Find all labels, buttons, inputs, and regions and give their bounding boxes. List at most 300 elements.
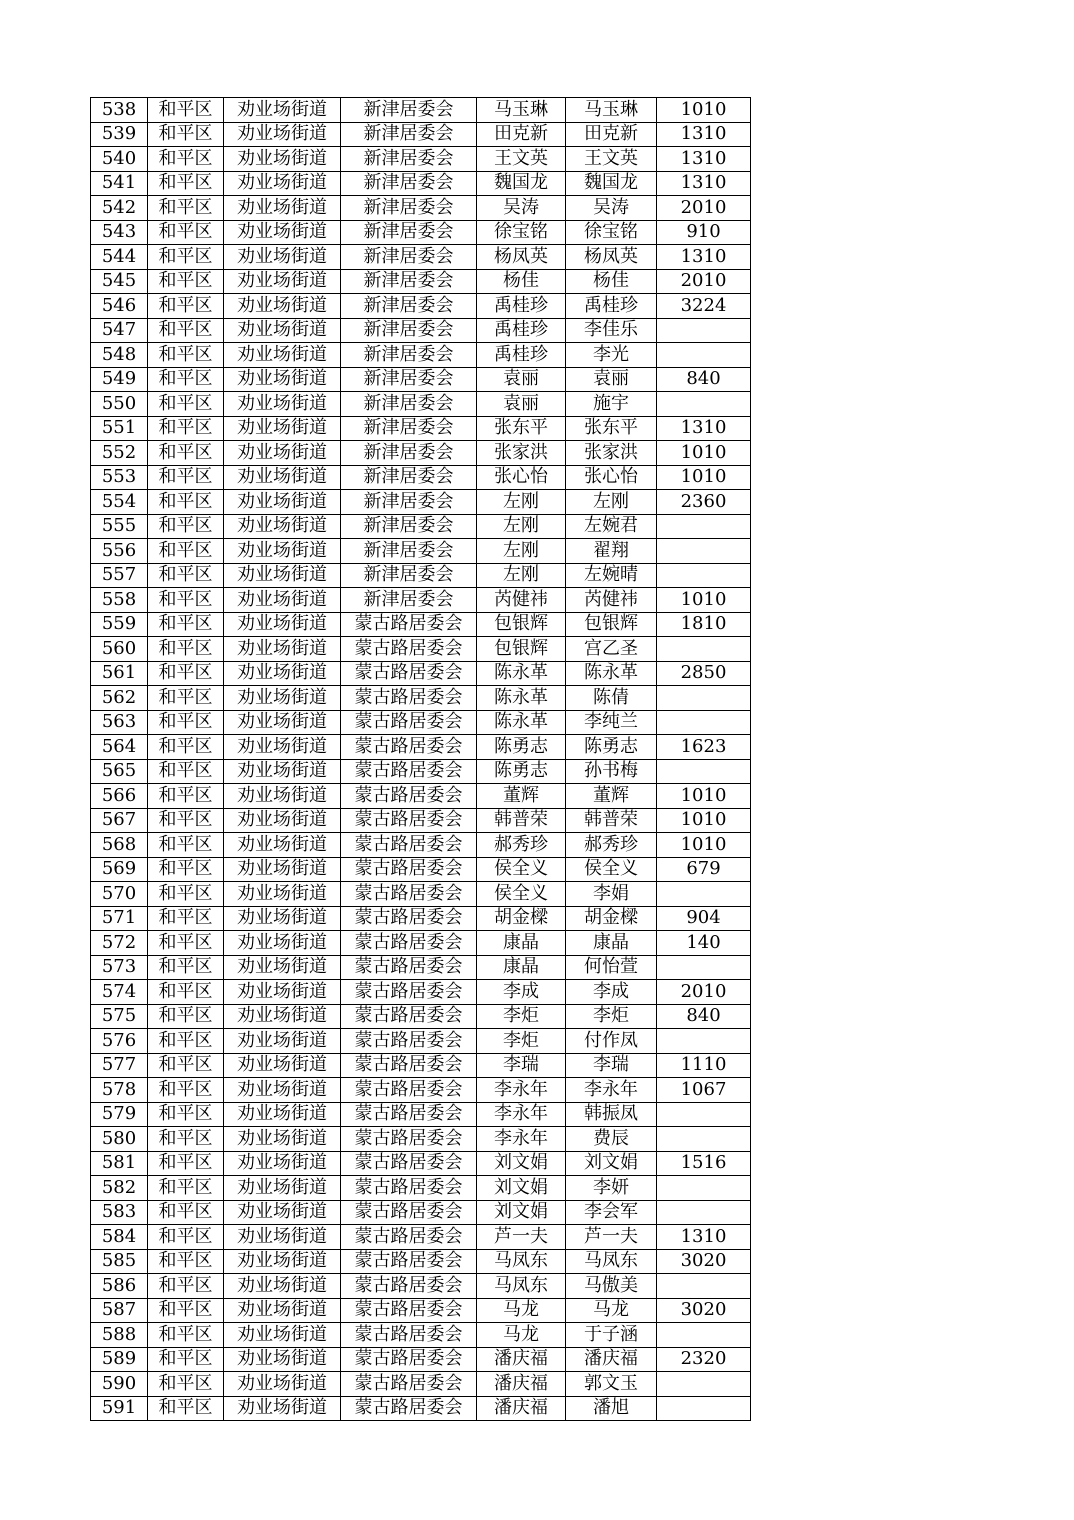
- cell-member: 施宇: [566, 392, 657, 417]
- cell-district: 和平区: [148, 1298, 224, 1323]
- cell-no: 566: [91, 784, 148, 809]
- cell-amount: 1010: [657, 833, 751, 858]
- cell-committee: 蒙古路居委会: [341, 1176, 477, 1201]
- table-row: [91, 465, 751, 490]
- table-row: [91, 1298, 751, 1323]
- cell-committee: 蒙古路居委会: [341, 710, 477, 735]
- cell-district: 和平区: [148, 465, 224, 490]
- cell-no: 575: [91, 1004, 148, 1029]
- cell-no: 544: [91, 245, 148, 270]
- cell-no: 554: [91, 490, 148, 515]
- cell-committee: 新津居委会: [341, 269, 477, 294]
- cell-district: 和平区: [148, 196, 224, 221]
- cell-street: 劝业场街道: [224, 220, 341, 245]
- cell-member: 徐宝铭: [566, 220, 657, 245]
- cell-amount: [657, 539, 751, 564]
- cell-street: 劝业场街道: [224, 612, 341, 637]
- cell-member: 李成: [566, 980, 657, 1005]
- cell-member: 潘旭: [566, 1396, 657, 1421]
- cell-committee: 新津居委会: [341, 563, 477, 588]
- cell-district: 和平区: [148, 906, 224, 931]
- cell-amount: [657, 563, 751, 588]
- cell-member: 马傲美: [566, 1274, 657, 1299]
- cell-no: 565: [91, 759, 148, 784]
- table-row: [91, 637, 751, 662]
- cell-no: 549: [91, 367, 148, 392]
- cell-street: 劝业场街道: [224, 245, 341, 270]
- cell-district: 和平区: [148, 171, 224, 196]
- cell-no: 563: [91, 710, 148, 735]
- cell-street: 劝业场街道: [224, 416, 341, 441]
- cell-committee: 蒙古路居委会: [341, 637, 477, 662]
- cell-amount: 2850: [657, 661, 751, 686]
- cell-no: 553: [91, 465, 148, 490]
- cell-householder: 杨凤英: [477, 245, 566, 270]
- cell-amount: [657, 392, 751, 417]
- cell-member: 李炬: [566, 1004, 657, 1029]
- cell-member: 李会军: [566, 1200, 657, 1225]
- cell-no: 577: [91, 1053, 148, 1078]
- cell-district: 和平区: [148, 294, 224, 319]
- cell-district: 和平区: [148, 1200, 224, 1225]
- cell-amount: 1810: [657, 612, 751, 637]
- cell-householder: 禹桂珍: [477, 318, 566, 343]
- cell-committee: 蒙古路居委会: [341, 1053, 477, 1078]
- cell-street: 劝业场街道: [224, 710, 341, 735]
- table-row: [91, 294, 751, 319]
- cell-district: 和平区: [148, 833, 224, 858]
- table-body: [91, 98, 751, 1421]
- cell-street: 劝业场街道: [224, 882, 341, 907]
- cell-street: 劝业场街道: [224, 1102, 341, 1127]
- cell-no: 590: [91, 1372, 148, 1397]
- table-row: [91, 1225, 751, 1250]
- cell-member: 康晶: [566, 931, 657, 956]
- cell-no: 545: [91, 269, 148, 294]
- cell-committee: 新津居委会: [341, 147, 477, 172]
- cell-street: 劝业场街道: [224, 122, 341, 147]
- table-row: [91, 441, 751, 466]
- cell-committee: 蒙古路居委会: [341, 735, 477, 760]
- cell-street: 劝业场街道: [224, 294, 341, 319]
- cell-householder: 潘庆福: [477, 1372, 566, 1397]
- cell-amount: 2010: [657, 196, 751, 221]
- table-row: [91, 1372, 751, 1397]
- cell-district: 和平区: [148, 1323, 224, 1348]
- cell-householder: 陈永革: [477, 686, 566, 711]
- cell-member: 张东平: [566, 416, 657, 441]
- cell-amount: [657, 514, 751, 539]
- cell-householder: 杨佳: [477, 269, 566, 294]
- cell-street: 劝业场街道: [224, 1347, 341, 1372]
- cell-district: 和平区: [148, 245, 224, 270]
- cell-amount: 1310: [657, 1225, 751, 1250]
- cell-street: 劝业场街道: [224, 1298, 341, 1323]
- cell-no: 560: [91, 637, 148, 662]
- table-row: [91, 416, 751, 441]
- cell-member: 左婉晴: [566, 563, 657, 588]
- table-row: [91, 759, 751, 784]
- cell-no: 552: [91, 441, 148, 466]
- cell-district: 和平区: [148, 931, 224, 956]
- cell-no: 583: [91, 1200, 148, 1225]
- cell-amount: 840: [657, 1004, 751, 1029]
- cell-district: 和平区: [148, 490, 224, 515]
- cell-street: 劝业场街道: [224, 1053, 341, 1078]
- cell-member: 刘文娟: [566, 1151, 657, 1176]
- cell-no: 557: [91, 563, 148, 588]
- cell-no: 561: [91, 661, 148, 686]
- cell-district: 和平区: [148, 1347, 224, 1372]
- cell-street: 劝业场街道: [224, 490, 341, 515]
- cell-member: 胡金樑: [566, 906, 657, 931]
- table-row: [91, 1396, 751, 1421]
- cell-amount: [657, 1029, 751, 1054]
- cell-member: 禹桂珍: [566, 294, 657, 319]
- cell-member: 孙书梅: [566, 759, 657, 784]
- cell-district: 和平区: [148, 735, 224, 760]
- cell-amount: 1067: [657, 1078, 751, 1103]
- cell-no: 550: [91, 392, 148, 417]
- cell-no: 588: [91, 1323, 148, 1348]
- cell-amount: [657, 1102, 751, 1127]
- cell-street: 劝业场街道: [224, 833, 341, 858]
- cell-amount: [657, 343, 751, 368]
- cell-member: 陈倩: [566, 686, 657, 711]
- cell-no: 580: [91, 1127, 148, 1152]
- cell-committee: 新津居委会: [341, 98, 477, 123]
- cell-householder: 刘文娟: [477, 1151, 566, 1176]
- cell-amount: 1110: [657, 1053, 751, 1078]
- cell-committee: 蒙古路居委会: [341, 759, 477, 784]
- cell-member: 翟翔: [566, 539, 657, 564]
- cell-no: 546: [91, 294, 148, 319]
- cell-member: 张家洪: [566, 441, 657, 466]
- cell-no: 586: [91, 1274, 148, 1299]
- cell-amount: [657, 686, 751, 711]
- cell-committee: 蒙古路居委会: [341, 857, 477, 882]
- cell-no: 542: [91, 196, 148, 221]
- cell-district: 和平区: [148, 759, 224, 784]
- cell-district: 和平区: [148, 588, 224, 613]
- cell-district: 和平区: [148, 980, 224, 1005]
- cell-committee: 新津居委会: [341, 539, 477, 564]
- cell-householder: 康晶: [477, 931, 566, 956]
- cell-district: 和平区: [148, 1176, 224, 1201]
- table-row: [91, 392, 751, 417]
- cell-committee: 蒙古路居委会: [341, 1298, 477, 1323]
- cell-district: 和平区: [148, 1249, 224, 1274]
- cell-householder: 潘庆福: [477, 1347, 566, 1372]
- cell-street: 劝业场街道: [224, 269, 341, 294]
- cell-amount: 1010: [657, 98, 751, 123]
- cell-amount: 1310: [657, 416, 751, 441]
- cell-street: 劝业场街道: [224, 1323, 341, 1348]
- cell-householder: 胡金樑: [477, 906, 566, 931]
- cell-amount: 1010: [657, 808, 751, 833]
- cell-no: 589: [91, 1347, 148, 1372]
- cell-street: 劝业场街道: [224, 1200, 341, 1225]
- cell-householder: 韩普荣: [477, 808, 566, 833]
- table-row: [91, 196, 751, 221]
- table-row: [91, 808, 751, 833]
- cell-amount: 1010: [657, 465, 751, 490]
- cell-householder: 徐宝铭: [477, 220, 566, 245]
- table-row: [91, 1004, 751, 1029]
- cell-member: 郭文玉: [566, 1372, 657, 1397]
- cell-street: 劝业场街道: [224, 857, 341, 882]
- table-row: [91, 955, 751, 980]
- table-row: [91, 588, 751, 613]
- cell-street: 劝业场街道: [224, 318, 341, 343]
- cell-committee: 蒙古路居委会: [341, 1127, 477, 1152]
- cell-amount: 1010: [657, 441, 751, 466]
- table-row: [91, 122, 751, 147]
- cell-district: 和平区: [148, 1029, 224, 1054]
- cell-householder: 侯全义: [477, 882, 566, 907]
- cell-amount: 1310: [657, 245, 751, 270]
- cell-committee: 蒙古路居委会: [341, 1323, 477, 1348]
- cell-no: 584: [91, 1225, 148, 1250]
- cell-street: 劝业场街道: [224, 563, 341, 588]
- table-row: [91, 1200, 751, 1225]
- cell-street: 劝业场街道: [224, 637, 341, 662]
- cell-householder: 袁丽: [477, 392, 566, 417]
- cell-no: 579: [91, 1102, 148, 1127]
- cell-member: 潘庆福: [566, 1347, 657, 1372]
- cell-street: 劝业场街道: [224, 1225, 341, 1250]
- cell-member: 左婉君: [566, 514, 657, 539]
- cell-street: 劝业场街道: [224, 1078, 341, 1103]
- cell-no: 559: [91, 612, 148, 637]
- table-row: [91, 784, 751, 809]
- cell-householder: 左刚: [477, 514, 566, 539]
- cell-committee: 蒙古路居委会: [341, 661, 477, 686]
- table-row: [91, 661, 751, 686]
- cell-householder: 李炬: [477, 1029, 566, 1054]
- cell-district: 和平区: [148, 416, 224, 441]
- cell-street: 劝业场街道: [224, 98, 341, 123]
- cell-amount: 1516: [657, 1151, 751, 1176]
- cell-member: 包银辉: [566, 612, 657, 637]
- cell-member: 李光: [566, 343, 657, 368]
- cell-householder: 刘文娟: [477, 1176, 566, 1201]
- table-row: [91, 318, 751, 343]
- cell-district: 和平区: [148, 98, 224, 123]
- cell-member: 李永年: [566, 1078, 657, 1103]
- cell-householder: 袁丽: [477, 367, 566, 392]
- cell-member: 王文英: [566, 147, 657, 172]
- cell-no: 555: [91, 514, 148, 539]
- cell-householder: 李炬: [477, 1004, 566, 1029]
- cell-no: 574: [91, 980, 148, 1005]
- table-row: [91, 98, 751, 123]
- cell-householder: 禹桂珍: [477, 343, 566, 368]
- cell-householder: 马龙: [477, 1323, 566, 1348]
- cell-amount: [657, 1396, 751, 1421]
- cell-district: 和平区: [148, 1396, 224, 1421]
- cell-amount: [657, 1323, 751, 1348]
- cell-street: 劝业场街道: [224, 1396, 341, 1421]
- table-row: [91, 882, 751, 907]
- cell-householder: 吴涛: [477, 196, 566, 221]
- cell-district: 和平区: [148, 441, 224, 466]
- cell-householder: 张家洪: [477, 441, 566, 466]
- cell-member: 韩普荣: [566, 808, 657, 833]
- cell-householder: 马凤东: [477, 1249, 566, 1274]
- cell-district: 和平区: [148, 1078, 224, 1103]
- cell-no: 543: [91, 220, 148, 245]
- cell-householder: 马龙: [477, 1298, 566, 1323]
- cell-district: 和平区: [148, 220, 224, 245]
- cell-no: 587: [91, 1298, 148, 1323]
- cell-householder: 张心怡: [477, 465, 566, 490]
- cell-householder: 董辉: [477, 784, 566, 809]
- cell-street: 劝业场街道: [224, 441, 341, 466]
- cell-amount: 2010: [657, 269, 751, 294]
- table-row: [91, 1274, 751, 1299]
- cell-no: 548: [91, 343, 148, 368]
- cell-amount: [657, 1372, 751, 1397]
- cell-amount: 1310: [657, 122, 751, 147]
- table-row: [91, 735, 751, 760]
- table-row: [91, 220, 751, 245]
- cell-amount: 2010: [657, 980, 751, 1005]
- cell-committee: 蒙古路居委会: [341, 931, 477, 956]
- cell-district: 和平区: [148, 857, 224, 882]
- table-row: [91, 980, 751, 1005]
- cell-street: 劝业场街道: [224, 980, 341, 1005]
- cell-street: 劝业场街道: [224, 1176, 341, 1201]
- table-row: [91, 147, 751, 172]
- cell-district: 和平区: [148, 269, 224, 294]
- cell-committee: 新津居委会: [341, 171, 477, 196]
- cell-district: 和平区: [148, 1127, 224, 1152]
- cell-street: 劝业场街道: [224, 147, 341, 172]
- cell-committee: 新津居委会: [341, 490, 477, 515]
- cell-committee: 蒙古路居委会: [341, 1396, 477, 1421]
- table-row: [91, 1151, 751, 1176]
- cell-district: 和平区: [148, 612, 224, 637]
- cell-no: 568: [91, 833, 148, 858]
- table-row: [91, 1029, 751, 1054]
- cell-committee: 新津居委会: [341, 245, 477, 270]
- cell-committee: 蒙古路居委会: [341, 1029, 477, 1054]
- cell-member: 马凤东: [566, 1249, 657, 1274]
- cell-district: 和平区: [148, 784, 224, 809]
- cell-committee: 蒙古路居委会: [341, 833, 477, 858]
- cell-householder: 李永年: [477, 1127, 566, 1152]
- cell-committee: 蒙古路居委会: [341, 1274, 477, 1299]
- cell-district: 和平区: [148, 1102, 224, 1127]
- cell-member: 侯全义: [566, 857, 657, 882]
- cell-no: 582: [91, 1176, 148, 1201]
- cell-district: 和平区: [148, 710, 224, 735]
- cell-no: 558: [91, 588, 148, 613]
- cell-no: 571: [91, 906, 148, 931]
- cell-street: 劝业场街道: [224, 1151, 341, 1176]
- cell-street: 劝业场街道: [224, 1029, 341, 1054]
- cell-committee: 蒙古路居委会: [341, 612, 477, 637]
- cell-street: 劝业场街道: [224, 808, 341, 833]
- table-row: [91, 245, 751, 270]
- cell-committee: 蒙古路居委会: [341, 1347, 477, 1372]
- cell-street: 劝业场街道: [224, 343, 341, 368]
- cell-no: 541: [91, 171, 148, 196]
- table-row: [91, 1127, 751, 1152]
- cell-committee: 新津居委会: [341, 343, 477, 368]
- cell-householder: 马凤东: [477, 1274, 566, 1299]
- cell-committee: 蒙古路居委会: [341, 784, 477, 809]
- cell-householder: 左刚: [477, 490, 566, 515]
- cell-committee: 蒙古路居委会: [341, 686, 477, 711]
- cell-householder: 芮健祎: [477, 588, 566, 613]
- cell-committee: 蒙古路居委会: [341, 1151, 477, 1176]
- cell-street: 劝业场街道: [224, 367, 341, 392]
- cell-amount: [657, 759, 751, 784]
- cell-district: 和平区: [148, 147, 224, 172]
- cell-amount: [657, 710, 751, 735]
- cell-no: 578: [91, 1078, 148, 1103]
- cell-householder: 田克新: [477, 122, 566, 147]
- cell-member: 郝秀珍: [566, 833, 657, 858]
- cell-district: 和平区: [148, 637, 224, 662]
- cell-amount: 1010: [657, 784, 751, 809]
- cell-householder: 包银辉: [477, 637, 566, 662]
- cell-committee: 蒙古路居委会: [341, 1372, 477, 1397]
- cell-householder: 包银辉: [477, 612, 566, 637]
- cell-street: 劝业场街道: [224, 784, 341, 809]
- cell-no: 572: [91, 931, 148, 956]
- cell-committee: 蒙古路居委会: [341, 808, 477, 833]
- cell-district: 和平区: [148, 1053, 224, 1078]
- cell-amount: 1623: [657, 735, 751, 760]
- cell-no: 551: [91, 416, 148, 441]
- cell-committee: 蒙古路居委会: [341, 1249, 477, 1274]
- cell-committee: 新津居委会: [341, 441, 477, 466]
- cell-householder: 魏国龙: [477, 171, 566, 196]
- cell-householder: 张东平: [477, 416, 566, 441]
- table-row: [91, 906, 751, 931]
- cell-street: 劝业场街道: [224, 588, 341, 613]
- cell-district: 和平区: [148, 882, 224, 907]
- cell-member: 董辉: [566, 784, 657, 809]
- cell-householder: 刘文娟: [477, 1200, 566, 1225]
- cell-district: 和平区: [148, 318, 224, 343]
- cell-householder: 左刚: [477, 539, 566, 564]
- cell-no: 539: [91, 122, 148, 147]
- cell-district: 和平区: [148, 1274, 224, 1299]
- cell-street: 劝业场街道: [224, 1249, 341, 1274]
- cell-householder: 左刚: [477, 563, 566, 588]
- cell-householder: 王文英: [477, 147, 566, 172]
- table-row: [91, 490, 751, 515]
- cell-member: 何怡萱: [566, 955, 657, 980]
- cell-district: 和平区: [148, 367, 224, 392]
- cell-amount: 3020: [657, 1298, 751, 1323]
- cell-no: 591: [91, 1396, 148, 1421]
- cell-street: 劝业场街道: [224, 1274, 341, 1299]
- table-row: [91, 563, 751, 588]
- table-row: [91, 1249, 751, 1274]
- cell-member: 李妍: [566, 1176, 657, 1201]
- cell-member: 魏国龙: [566, 171, 657, 196]
- cell-street: 劝业场街道: [224, 465, 341, 490]
- cell-district: 和平区: [148, 563, 224, 588]
- cell-member: 陈勇志: [566, 735, 657, 760]
- cell-street: 劝业场街道: [224, 196, 341, 221]
- cell-member: 张心怡: [566, 465, 657, 490]
